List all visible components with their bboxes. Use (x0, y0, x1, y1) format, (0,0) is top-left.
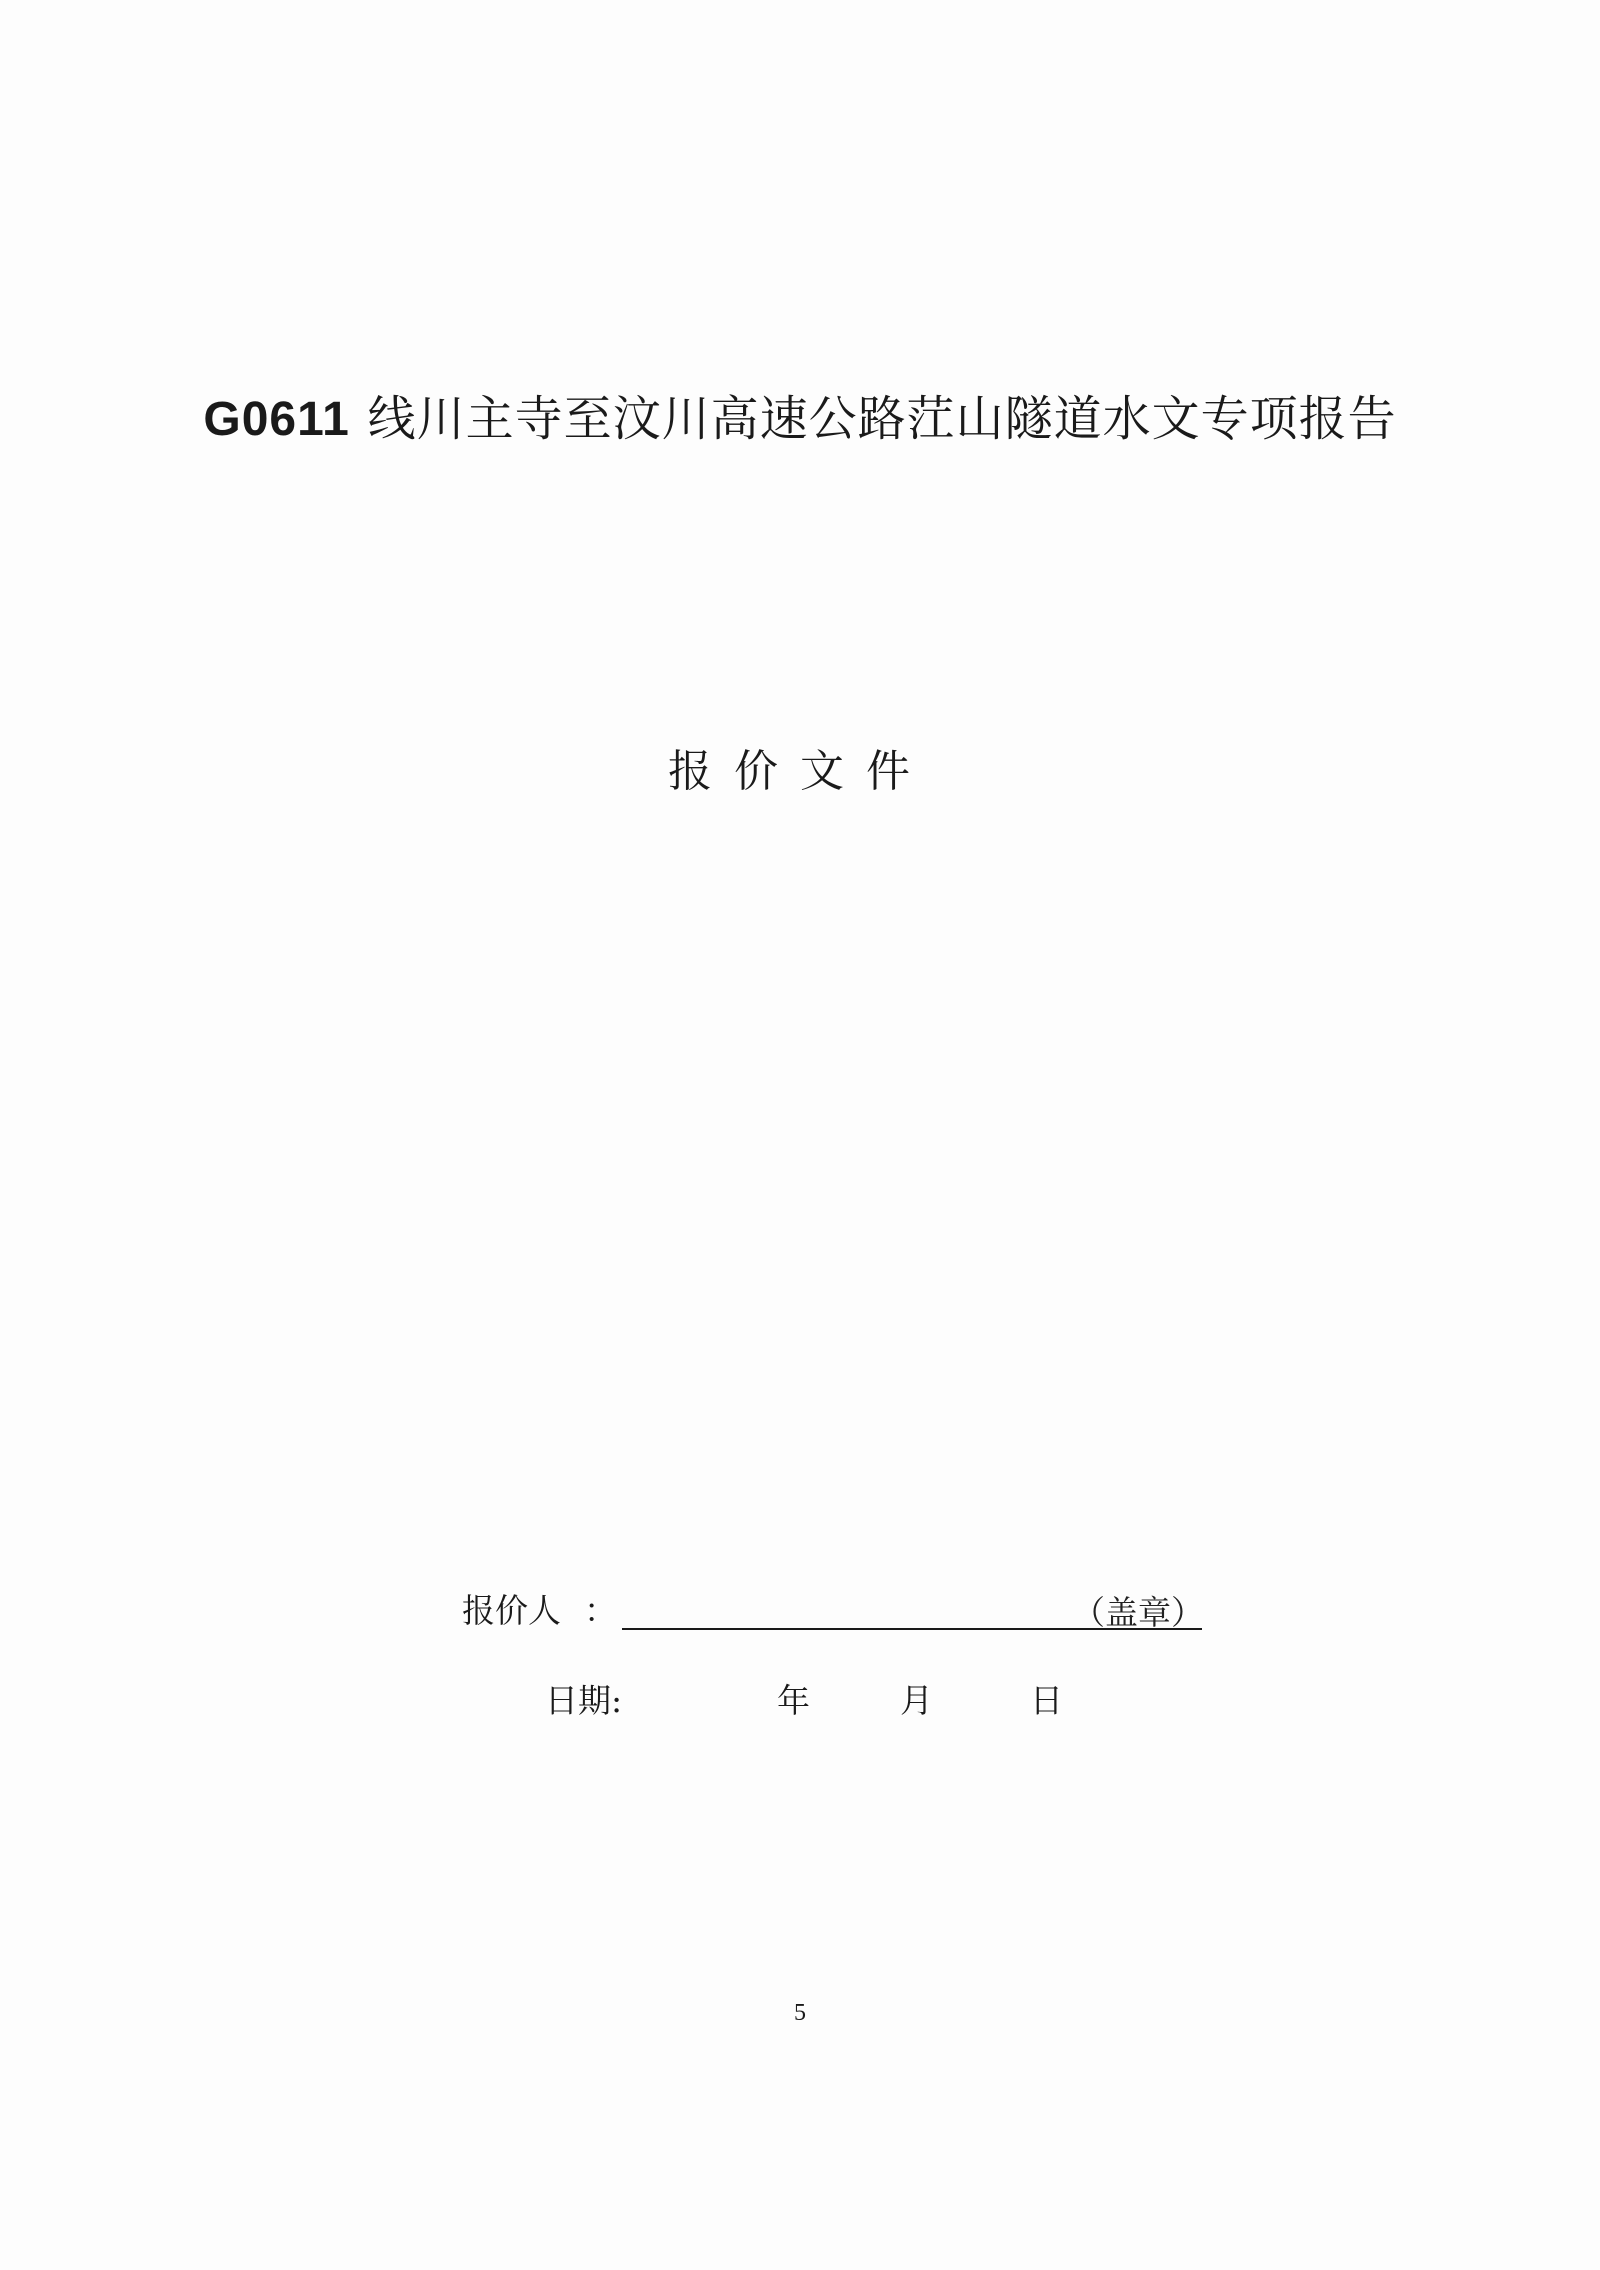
title-text: 线川主寺至汶川高速公路茳山隧道水文专项报告 (367, 391, 1397, 447)
title-route-code: G0611 (203, 393, 350, 446)
quoter-colon: ： (584, 1591, 617, 1630)
quoter-label: 报价人 (462, 1591, 561, 1630)
date-label: 日期: (545, 1681, 623, 1720)
page-number: 5 (794, 2000, 806, 2026)
day-label: 日 (1030, 1681, 1063, 1720)
quoter-row (462, 1585, 1202, 1645)
document-subtitle: 报价文件 (668, 746, 932, 797)
year-label: 年 (777, 1681, 810, 1720)
month-label: 月 (900, 1681, 933, 1720)
seal-note: （盖章） (1072, 1593, 1204, 1632)
date-row (545, 1675, 1105, 1725)
document-title (0, 380, 1600, 449)
